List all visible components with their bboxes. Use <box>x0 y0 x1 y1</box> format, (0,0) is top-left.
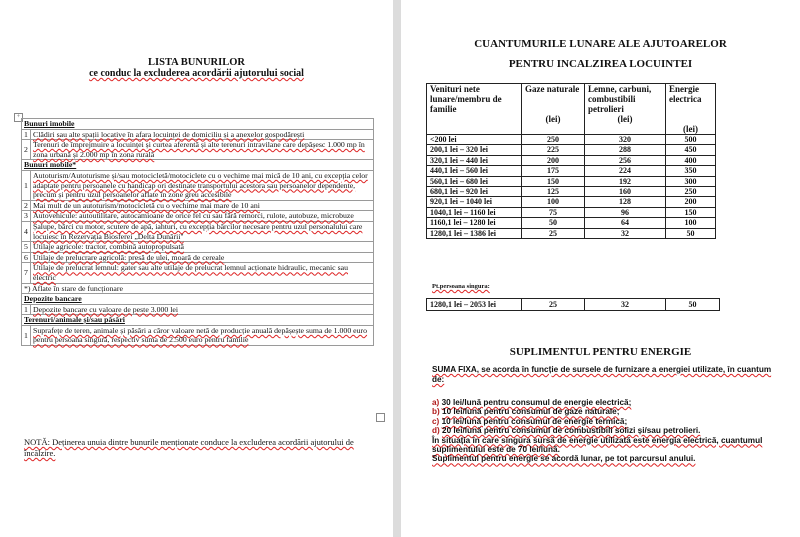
section-heading: Depozite bancare <box>22 294 374 305</box>
amount-cell: 128 <box>585 197 666 207</box>
column-header-gas: Gaze naturale (lei) <box>522 84 585 135</box>
table-row <box>427 135 716 145</box>
amount-cell: 250 <box>666 187 716 197</box>
income-cell: 200,1 lei – 320 lei <box>427 145 522 155</box>
table-row: *) Aflate în stare de funcționare <box>22 283 374 294</box>
list-item: d) 20 lei/lună pentru consumul de combustibili solizi și/sau petrolieri. <box>432 426 701 436</box>
amount-cell: 175 <box>522 166 585 176</box>
amount-cell: 75 <box>522 207 585 217</box>
energy-supplement-title: SUPLIMENTUL PENTRU ENERGIE <box>509 346 692 358</box>
table-row <box>427 228 716 238</box>
table-row: 3 Autovehicule: autoutilitare, autocamioane de orice fel cu sau fără remorci, rulote, autobuze, microbuze <box>22 211 374 222</box>
income-cell: <200 lei <box>427 135 522 145</box>
table-row: 7 Utilaje de prelucrat lemnul: gater sau alte utilaje de prelucrat lemnul acționate hidraulic, mecanic sau electric <box>22 263 374 283</box>
amount-cell: 224 <box>585 166 666 176</box>
income-cell: 920,1 lei – 1040 lei <box>427 197 522 207</box>
table-row: 1 Depozite bancare cu valoare de peste 3.000 lei <box>22 304 374 315</box>
column-header-wood: Lemne, carbuni, combustibili petrolieri (lei) <box>585 84 666 135</box>
table-row <box>427 218 716 228</box>
amount-cell: 160 <box>585 187 666 197</box>
amount-cell: 300 <box>666 176 716 186</box>
amount-cell: 32 <box>585 228 666 238</box>
assets-list-subtitle: ce conduc la excluderea acordării ajutorului social <box>89 68 304 79</box>
amount-cell: 150 <box>666 207 716 217</box>
single-person-label: Pt.persoana singura: <box>432 283 490 290</box>
amount-cell: 450 <box>666 145 716 155</box>
amount-cell: 96 <box>585 207 666 217</box>
amount-cell: 25 <box>522 228 585 238</box>
supplement-note: Suplimentul pentru energie se acordă lunar, pe tot parcursul anului. <box>432 454 696 464</box>
amount-cell: 400 <box>666 155 716 165</box>
amount-cell: 150 <box>522 176 585 186</box>
table-row: 2 Terenuri de împrejmuire a locuinței și curtea aferentă și alte terenuri intravilane care depășesc 1.000 mp în zona urbană și 2.000 mp în zona rurală <box>22 140 374 160</box>
income-cell: 440,1 lei – 560 lei <box>427 166 522 176</box>
table-row <box>427 176 716 186</box>
amounts-title: CUANTUMURILE LUNARE ALE AJUTOARELOR <box>474 38 727 50</box>
table-row: 4 Șalupe, bărci cu motor, scutere de apă, iahturi, cu excepția bărcilor necesare pentru uzul personalului care locuiesc în Rezervația Biosferei „Delta Dunării" <box>22 221 374 241</box>
footnote: NOTĂ: Deținerea unuia dintre bunurile menționate conduce la excluderea acordării ajutorului de încălzire. <box>24 437 354 458</box>
amount-cell: 100 <box>666 218 716 228</box>
list-item: c) 10 lei/lună pentru consumul de energie termică; <box>432 416 628 426</box>
table-row <box>427 166 716 176</box>
energy-supplement-intro: SUMA FIXA, se acorda în funcție de surselе de furnizare a energiei utilizate, în cuantum de: <box>432 365 772 384</box>
table-row: 1 Clădiri sau alte spații locative în afara locuinței de domiciliu și a anexelor gospodărești <box>22 129 374 140</box>
column-header-income: Venituri nete lunare/membru de familie <box>427 84 522 135</box>
amount-cell: 350 <box>666 166 716 176</box>
assets-table <box>21 118 374 346</box>
list-item: b) 10 lei/lună pentru consumul de gaze naturale; <box>432 407 620 417</box>
amount-cell: 100 <box>522 197 585 207</box>
income-cell: 1160,1 lei – 1280 lei <box>427 218 522 228</box>
table-row: 6 Utilaje de prelucrare agricolă: presă de ulei, moară de cereale <box>22 252 374 263</box>
income-cell: 560,1 lei – 680 lei <box>427 176 522 186</box>
amount-cell: 256 <box>585 155 666 165</box>
amount-cell: 500 <box>666 135 716 145</box>
amount-cell: 50 <box>522 218 585 228</box>
table-row <box>427 187 716 197</box>
list-item: a) 30 lei/lună pentru consumul de energie electrică; <box>432 398 632 407</box>
section-heading: Terenuri/animale și/sau păsări <box>22 315 374 326</box>
amount-cell: 200 <box>666 197 716 207</box>
table-row: 1 Autoturism/Autoturisme și/sau motocicletă/motociclete cu o vechime mai mică de 10 ani, cu excepția celor adaptate pentru persoanele cu handicap ori destinate transportului acestora sau persoanelor dependente, precum și pentru uzul persoanelor aflate în zone greu accesibile <box>22 170 374 200</box>
table-row <box>427 155 716 165</box>
table-row <box>427 197 716 207</box>
table-row <box>427 207 716 217</box>
income-cell: 320,1 lei – 440 lei <box>427 155 522 165</box>
section-heading: Bunuri imobile <box>22 119 374 130</box>
amount-cell: 64 <box>585 218 666 228</box>
income-cell: 1040,1 lei – 1160 lei <box>427 207 522 217</box>
amounts-subtitle: PENTRU INCALZIREA LOCUINTEI <box>508 58 693 70</box>
table-row: 1280,1 lei – 2053 lei 25 32 50 <box>427 299 720 311</box>
income-cell: 680,1 lei – 920 lei <box>427 187 522 197</box>
assets-list-title: LISTA BUNURILOR <box>148 57 245 68</box>
amount-cell: 200 <box>522 155 585 165</box>
table-resize-handle-icon[interactable] <box>376 413 385 422</box>
amount-cell: 125 <box>522 187 585 197</box>
table-row: 1 Suprafețe de teren, animale și păsări a căror valoare netă de producție anuală depășește suma de 1.000 euro pentru persoana singură, respectiv suma de 2.500 euro pentru familie <box>22 325 374 345</box>
table-row: 5 Utilaje agricole: tractor, combină autopropulsată <box>22 242 374 253</box>
amount-cell: 225 <box>522 145 585 155</box>
amount-cell: 192 <box>585 176 666 186</box>
energy-supplement-list <box>432 398 782 464</box>
amount-cell: 320 <box>585 135 666 145</box>
single-person-table <box>426 298 720 311</box>
amount-cell: 250 <box>522 135 585 145</box>
amount-cell: 50 <box>666 228 716 238</box>
table-move-handle-icon[interactable]: + <box>14 113 23 122</box>
amounts-table <box>426 83 716 239</box>
supplement-note: În situația în care singura sursă de energie utilizată este energia electrică, cuantumul suplimentului este de 70 lei/lună. <box>432 435 763 455</box>
amount-cell: 288 <box>585 145 666 155</box>
table-row <box>427 145 716 155</box>
income-cell: 1280,1 lei – 1386 lei <box>427 228 522 238</box>
column-header-electric: Energie electrica (lei) <box>666 84 716 135</box>
table-row: 2 Mai mult de un autoturism/motocicletă cu o vechime mai mare de 10 ani <box>22 200 374 211</box>
page-gutter <box>393 0 401 537</box>
section-heading: Bunuri mobile* <box>22 160 374 171</box>
